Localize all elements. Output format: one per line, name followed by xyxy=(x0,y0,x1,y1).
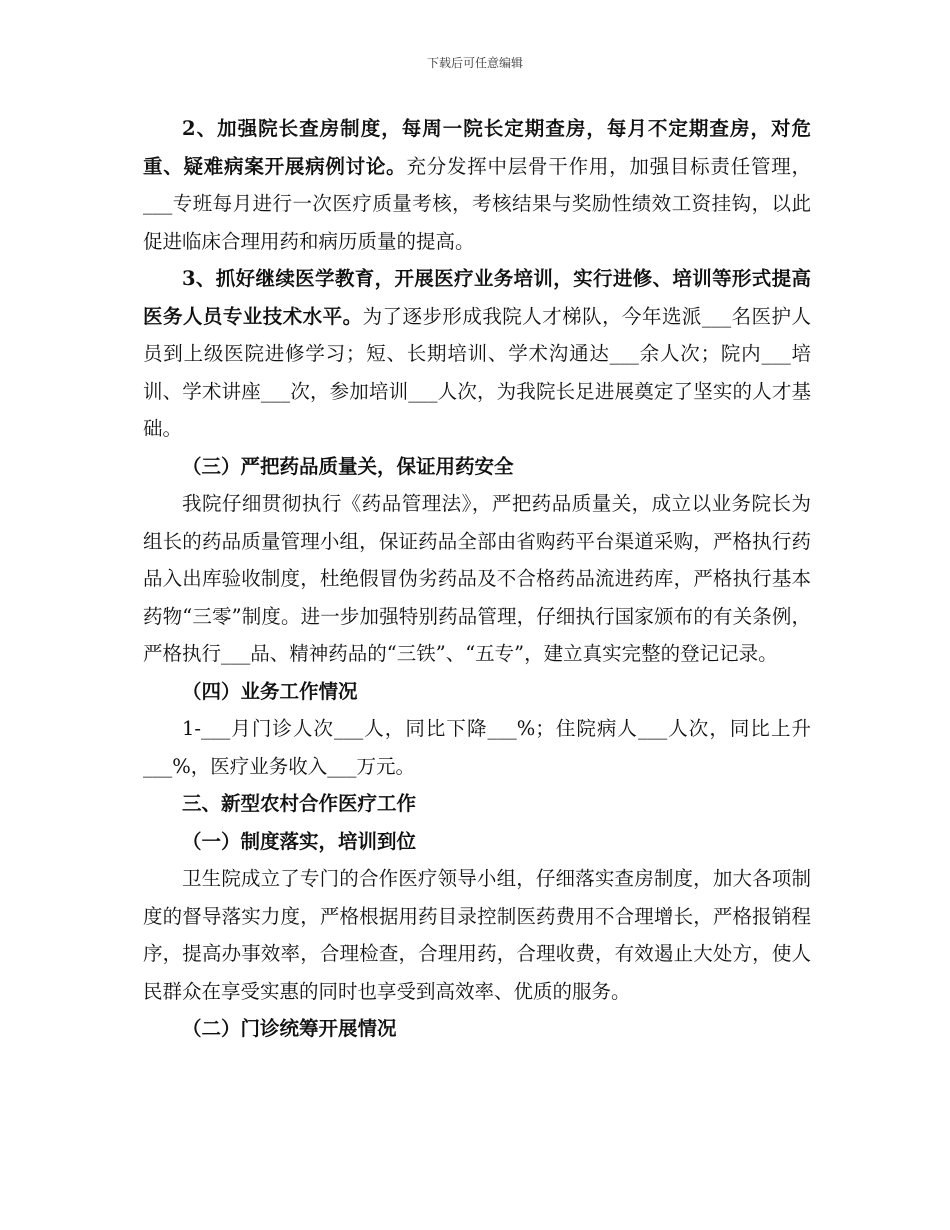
paragraph-medical-education-lead: 3、抓好继续医学教育，开展医疗业务培训，实行进修、培训等形式提高医务人员专业技术水平。 xyxy=(143,267,811,328)
paragraph-business: 1-___月门诊人次___人，同比下降___%；住院病人___人次，同比上升___%，医疗业务收入___万元。 xyxy=(143,717,811,778)
paragraph-system-training: 卫生院成立了专门的合作医疗领导小组，仔细落实查房制度，加大各项制度的督导落实力度，严格根据用药目录控制医药费用不合理增长，严格报销程序，提高办事效率，合理检查，合理用药，合理收费，有效遏止大处方，使人民群众在享受实惠的同时也享受到高效率、优质的服务。 xyxy=(143,867,811,1003)
section-heading-business: （四）业务工作情况 xyxy=(182,679,358,703)
section-heading-system-training: （一）制度落实，培训到位 xyxy=(182,829,417,853)
paragraph-drug-quality: 我院仔细贯彻执行《药品管理法》，严把药品质量关，成立以业务院长为组长的药品质量管理小组，保证药品全部由省购药平台渠道采购，严格执行药品入出库验收制度，杜绝假冒伪劣药品及不合格药品流进药库，严格执行基本药物“三零”制度。进一步加强特别药品管理，仔细执行国家颁布的有关条例，严格执行___品、精神药品的“三铁”、“五专”，建立真实完整的登记记录。 xyxy=(143,492,811,665)
section-heading-outpatient: （二）门诊统筹开展情况 xyxy=(182,1017,397,1040)
paragraph-medical-education xyxy=(143,260,811,448)
paragraph-ward-rounds-lead: 2、加强院长查房制度，每周一院长定期查房，每月不定期查房，对危重、疑难病案开展病例讨论。 xyxy=(143,117,811,178)
paragraph-medical-education-text: 为了逐步形成我院人才梯队，今年选派___名医护人员到上级医院进修学习；短、长期培训、学术沟通达___余人次；院内___培训、学术讲座___次，参加培训___人次，为我院长足进展奠定了坚实的人才基础。 xyxy=(143,304,811,440)
page-header-watermark: 下载后可任意编辑 xyxy=(426,56,523,70)
paragraph-ward-rounds xyxy=(143,110,811,260)
section-heading-drug-quality: （三）严把药品质量关，保证用药安全 xyxy=(182,454,514,478)
paragraph-ward-rounds-text: 充分发挥中层骨干作用，加强目标责任管理，___专班每月进行一次医疗质量考核，考核结果与奖励性绩效工资挂钩，以此促进临床合理用药和病历质量的提高。 xyxy=(143,154,811,253)
part-heading-rural-cooperative: 三、新型农村合作医疗工作 xyxy=(182,792,417,815)
document-body xyxy=(143,110,811,1048)
